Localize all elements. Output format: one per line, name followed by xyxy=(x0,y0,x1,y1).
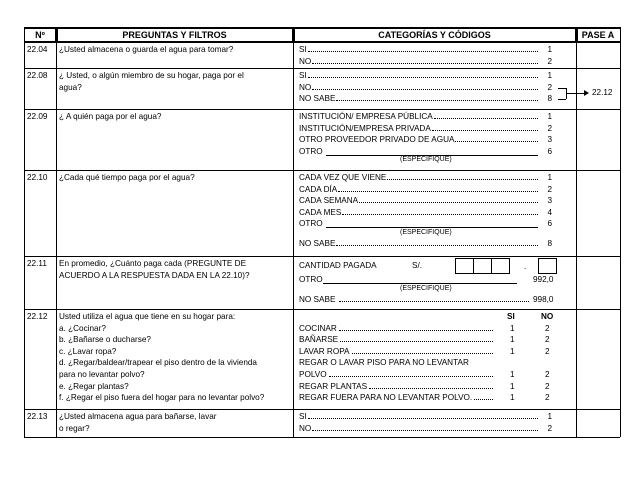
dotted-leader xyxy=(474,399,493,400)
option-label: CADA MES xyxy=(299,207,342,217)
dotted-leader xyxy=(339,301,529,302)
option-label: SI xyxy=(299,71,307,80)
option-code[interactable]: 6 xyxy=(547,219,552,229)
use-label: LAVAR ROPA xyxy=(299,346,350,356)
use-no-code[interactable]: 2 xyxy=(545,335,550,345)
question-text: b. ¿Bañarse o ducharse? xyxy=(59,335,151,345)
question-text: agua? xyxy=(59,82,82,92)
option-code[interactable]: 998,0 xyxy=(533,294,554,304)
column-divider xyxy=(293,27,294,437)
header-divider xyxy=(55,27,58,43)
row-divider xyxy=(24,309,620,310)
use-no-code[interactable]: 2 xyxy=(545,381,550,391)
dotted-leader xyxy=(308,77,538,78)
option-label: NO SABE xyxy=(299,94,336,104)
option-label: OTRO xyxy=(299,219,323,229)
option-code[interactable]: 1 xyxy=(547,412,552,421)
dotted-leader xyxy=(312,63,538,64)
use-label: REGAR O LAVAR PISO PARA NO LEVANTAR xyxy=(299,358,469,368)
header-questions: PREGUNTAS Y FILTROS xyxy=(122,30,227,40)
question-number: 22.10 xyxy=(27,173,48,182)
row-divider xyxy=(24,170,620,171)
use-no-code[interactable]: 2 xyxy=(545,346,550,356)
dotted-leader xyxy=(312,89,538,90)
no-header: NO xyxy=(541,312,554,321)
header-num: Nº xyxy=(35,30,45,40)
option-code[interactable]: 6 xyxy=(547,146,552,156)
dotted-leader xyxy=(312,430,538,431)
specify-hint: (ESPECIFIQUE) xyxy=(400,156,452,164)
row-divider xyxy=(24,409,620,410)
skip-target: 22.12 xyxy=(592,88,613,98)
amount-digit-box[interactable] xyxy=(455,258,474,274)
option-label: NO SABE xyxy=(299,239,336,248)
option-label: OTRO xyxy=(299,275,323,284)
option-code[interactable]: 1 xyxy=(547,71,552,80)
use-label: BAÑARSE xyxy=(299,335,339,345)
option-code[interactable]: 1 xyxy=(547,45,552,54)
question-text: o regar? xyxy=(59,423,90,433)
option-code[interactable]: 8 xyxy=(547,239,552,248)
question-number: 22.12 xyxy=(27,312,48,321)
decimal-point: . xyxy=(524,262,527,271)
use-no-code[interactable]: 2 xyxy=(545,323,550,333)
use-yes-code[interactable]: 1 xyxy=(510,335,515,345)
dotted-leader xyxy=(339,330,493,331)
question-text: para no levantar polvo? xyxy=(59,370,145,379)
option-label: NO xyxy=(299,82,312,92)
use-no-code[interactable]: 2 xyxy=(545,393,550,403)
option-code[interactable]: 1 xyxy=(547,173,552,182)
yes-header: SI xyxy=(507,312,515,321)
option-code[interactable]: 3 xyxy=(547,135,552,145)
column-divider xyxy=(24,27,25,437)
question-text: ACUERDO A LA RESPUESTA DADA EN LA 22.10)? xyxy=(59,270,250,280)
question-number: 22.11 xyxy=(27,259,47,268)
amount-decimal-box[interactable] xyxy=(538,258,557,274)
option-code[interactable]: 4 xyxy=(547,207,552,217)
use-label: POLVO xyxy=(299,370,327,379)
question-text: ¿Cada qué tiempo paga por el agua? xyxy=(59,173,195,182)
row-divider xyxy=(24,256,620,257)
use-label: COCINAR xyxy=(299,323,337,333)
option-code[interactable]: 2 xyxy=(547,184,552,194)
dotted-leader xyxy=(432,130,538,131)
question-text: ¿ Usted, o algún miembro de su hogar, paga por el xyxy=(59,71,244,80)
option-code[interactable]: 2 xyxy=(547,123,552,133)
use-yes-code[interactable]: 1 xyxy=(510,346,515,356)
table-top-border xyxy=(24,27,620,29)
question-text: ¿Usted almacena agua para bañarse, lavar xyxy=(59,412,217,421)
dotted-leader xyxy=(434,118,538,119)
question-text: ¿ A quién paga por el agua? xyxy=(59,112,162,121)
use-yes-code[interactable]: 1 xyxy=(510,381,515,391)
column-divider xyxy=(56,27,57,437)
row-divider xyxy=(24,109,620,110)
dotted-leader xyxy=(369,388,493,389)
question-number: 22.04 xyxy=(27,45,48,54)
amount-digit-box[interactable] xyxy=(473,258,492,274)
question-number: 22.13 xyxy=(27,412,48,421)
option-code[interactable]: 8 xyxy=(547,94,552,104)
header-bottom-border xyxy=(24,41,620,43)
specify-hint: (ESPECIFIQUE) xyxy=(400,284,452,292)
header-pass: PASE A xyxy=(581,30,615,40)
dotted-leader xyxy=(352,353,493,354)
specify-hint: (ESPECIFIQUE) xyxy=(400,229,452,236)
option-label: OTRO PROVEEDOR PRIVADO DE AGUA xyxy=(299,135,455,145)
question-text: d. ¿Regar/baldear/trapear el piso dentro de la vivienda xyxy=(59,358,257,368)
option-label: CADA SEMANA xyxy=(299,196,359,206)
header-categories: CATEGORÍAS Y CÓDIGOS xyxy=(378,30,491,40)
question-text: f. ¿Regar el piso fuera del hogar para no levantar polvo? xyxy=(59,393,265,403)
dotted-leader xyxy=(308,51,538,52)
row-divider xyxy=(24,68,620,69)
dotted-leader xyxy=(308,418,538,419)
option-label: NO xyxy=(299,56,312,66)
skip-bracket xyxy=(558,99,566,100)
use-yes-code[interactable]: 1 xyxy=(510,370,515,379)
column-divider xyxy=(576,27,577,437)
option-code[interactable]: 2 xyxy=(547,423,552,433)
option-code[interactable]: 992,0 xyxy=(533,275,554,284)
dotted-leader xyxy=(338,191,538,192)
dotted-leader xyxy=(329,376,493,377)
option-label: NO xyxy=(299,423,312,433)
dotted-leader xyxy=(455,141,538,142)
skip-bracket xyxy=(558,88,566,89)
header-divider xyxy=(292,27,295,43)
option-code[interactable]: 2 xyxy=(547,82,552,92)
currency-label: S/. xyxy=(412,261,423,270)
use-yes-code[interactable]: 1 xyxy=(510,323,515,333)
skip-arrow-icon xyxy=(584,90,589,96)
use-no-code[interactable]: 2 xyxy=(545,370,550,379)
dotted-leader xyxy=(359,202,538,203)
use-label: REGAR FUERA PARA NO LEVANTAR POLVO. xyxy=(299,393,473,403)
column-divider xyxy=(620,27,621,437)
dotted-leader xyxy=(340,341,493,342)
amount-digit-box[interactable] xyxy=(491,258,510,274)
dotted-leader xyxy=(387,179,538,180)
table-bottom-border xyxy=(24,437,620,438)
option-label: SI xyxy=(299,45,307,54)
dotted-leader xyxy=(336,100,538,101)
use-label: REGAR PLANTAS xyxy=(299,381,368,391)
option-label: CADA VEZ QUE VIENE xyxy=(299,173,387,182)
option-label: INSTITUCIÓN/EMPRESA PRIVADA xyxy=(299,123,431,133)
amount-label: CANTIDAD PAGADA xyxy=(299,261,377,270)
question-text: c. ¿Lavar ropa? xyxy=(59,346,117,356)
question-number: 22.08 xyxy=(27,71,48,80)
question-text: En promedio, ¿Cuánto paga cada (PREGUNTE DE xyxy=(59,259,247,268)
option-label: NO SABE xyxy=(299,294,336,304)
question-number: 22.09 xyxy=(27,112,48,121)
option-code[interactable]: 2 xyxy=(547,56,552,66)
use-yes-code[interactable]: 1 xyxy=(510,393,515,403)
option-label: SI xyxy=(299,412,307,421)
question-text: e. ¿Regar plantas? xyxy=(59,381,129,391)
question-text: Usted utiliza el agua que tiene en su hogar para: xyxy=(59,312,236,321)
dotted-leader xyxy=(336,245,538,246)
dotted-leader xyxy=(342,214,538,215)
option-label: CADA DÍA xyxy=(299,184,338,194)
option-code[interactable]: 1 xyxy=(547,112,552,121)
question-text: ¿Usted almacena o guarda el agua para tomar? xyxy=(59,45,234,54)
option-code[interactable]: 3 xyxy=(547,196,552,206)
header-divider xyxy=(575,27,578,43)
option-label: OTRO xyxy=(299,146,323,156)
option-label: INSTITUCIÓN/ EMPRESA PÚBLICA xyxy=(299,112,433,121)
question-text: a. ¿Cocinar? xyxy=(59,323,106,333)
skip-arrow-line xyxy=(566,93,586,94)
